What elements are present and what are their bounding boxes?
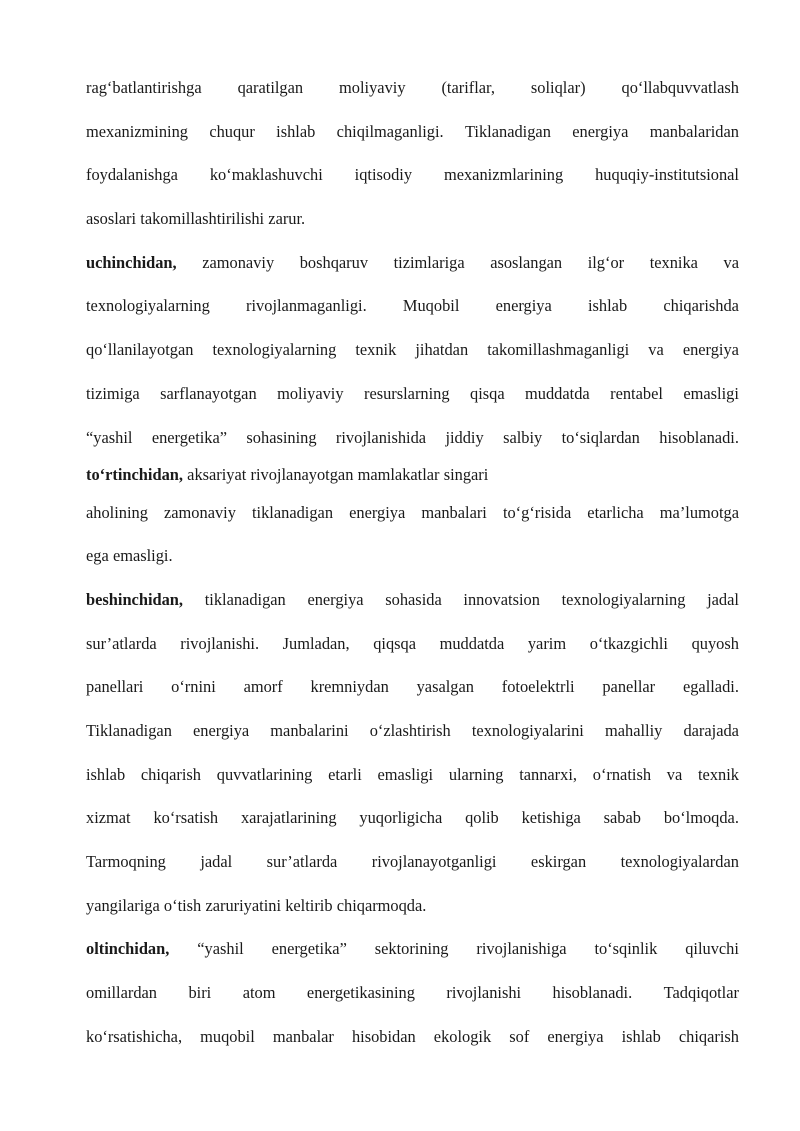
word: etarlicha <box>587 502 644 522</box>
word: zarur. <box>268 209 306 229</box>
section-label: beshinchidan, <box>86 589 184 609</box>
text-line <box>86 799 739 843</box>
word: manbalaridan <box>649 121 739 141</box>
word: manbalarini <box>270 720 349 740</box>
text-line <box>86 200 739 244</box>
word: soliqlar) <box>530 78 586 97</box>
word: ma’lumotga <box>659 502 739 522</box>
word: chiqarishda <box>663 296 739 316</box>
text-line <box>86 843 739 887</box>
text-line <box>86 974 739 1018</box>
text-line <box>86 156 739 200</box>
word: qisqa <box>470 383 505 403</box>
word: to‘g‘risida <box>502 502 572 522</box>
word: sur’atlarda <box>266 852 338 871</box>
word: singari <box>443 465 489 484</box>
word: texnologiyalarning <box>86 296 210 316</box>
word: rivojlanishi <box>446 983 522 1003</box>
word: o‘tish <box>163 895 202 915</box>
word: Muqobil <box>402 296 460 316</box>
word: va <box>723 252 739 272</box>
word: rag‘batlantirishga <box>86 78 202 97</box>
word: va <box>666 764 683 784</box>
word: zaruriyatini <box>205 895 281 915</box>
word: resurslarning <box>363 383 450 403</box>
word: panellar <box>602 677 656 697</box>
text-line <box>86 287 739 331</box>
word: amorf <box>243 677 283 697</box>
word: ularning <box>448 764 504 784</box>
word: emasligi <box>683 383 739 403</box>
word: manbalar <box>272 1026 334 1046</box>
word: to‘siqlardan <box>561 427 640 447</box>
word: o‘rnini <box>171 677 216 697</box>
word: ega <box>86 546 109 566</box>
word: aksariyat <box>187 465 247 484</box>
word: sohasining <box>246 427 317 447</box>
word: iqtisodiy <box>354 165 413 185</box>
word: yasalgan <box>416 677 474 697</box>
word: chiqarish <box>678 1026 739 1046</box>
word: keltirib <box>285 895 333 915</box>
text-line <box>86 244 739 288</box>
word: qo‘llanilayotgan <box>86 340 194 360</box>
text-line <box>86 1018 739 1062</box>
word: hisoblanadi. <box>552 983 633 1003</box>
word: omillardan <box>86 983 158 1003</box>
word: jiddiy <box>445 427 484 447</box>
word: Tiklanadigan <box>86 720 172 740</box>
word: rivojlanishiga <box>476 939 567 959</box>
word: rivojlanayotganligi <box>371 852 497 871</box>
word: ketishiga <box>521 808 581 828</box>
word: biri <box>188 983 212 1003</box>
word: Tadqiqotlar <box>663 983 739 1003</box>
word: qolib <box>465 808 499 828</box>
word: chiqarmoqda. <box>336 895 427 915</box>
word: o‘rnatish <box>592 764 652 784</box>
word: innovatsion <box>463 589 540 609</box>
word: jihatdan <box>415 340 469 360</box>
word: mamlakatlar <box>357 465 440 484</box>
word: ko‘rsatish <box>153 808 219 828</box>
word: texnologiyalardan <box>620 852 739 871</box>
word: zamonaviy <box>202 252 275 272</box>
word: sarflanayotgan <box>160 383 257 403</box>
word: Tarmoqning <box>86 852 166 871</box>
word: yangilariga <box>86 895 160 915</box>
word: huquqiy-institutsional <box>595 165 739 185</box>
word: ilg‘or <box>587 252 625 272</box>
text-line <box>86 494 739 538</box>
word: bo‘lmoqda. <box>663 808 739 828</box>
word: qiqsqa <box>373 633 416 653</box>
word: darajada <box>683 720 739 740</box>
word: ishlab <box>621 1026 661 1046</box>
word: to‘sqinlik <box>594 939 658 959</box>
word: tizimlariga <box>393 252 465 272</box>
word: “yashil <box>197 939 244 959</box>
text-line <box>86 756 739 800</box>
word: yuqorligicha <box>359 808 443 828</box>
word: rivojlanishida <box>335 427 427 447</box>
section-label: uchinchidan, <box>86 252 177 272</box>
word: texnik <box>698 764 739 784</box>
word: energiya <box>572 121 629 141</box>
word: va <box>648 340 664 360</box>
word: takomillashmaganligi <box>487 340 630 360</box>
word: rentabel <box>610 383 663 403</box>
word: energetika” <box>271 939 347 959</box>
text-line <box>86 625 739 669</box>
word: texnologiyalarini <box>471 720 584 740</box>
word: jadal <box>707 589 739 609</box>
word: asoslangan <box>490 252 563 272</box>
word: qo‘llabquvvatlash <box>621 78 739 97</box>
word: energiya <box>547 1026 604 1046</box>
word: asoslari <box>86 209 137 229</box>
word: sektorining <box>374 939 449 959</box>
word: texnik <box>355 340 397 360</box>
word: eskirgan <box>530 852 587 871</box>
word: mexanizmlarining <box>443 165 564 185</box>
word: takomillashtirilishi <box>140 209 265 229</box>
word: rivojlanmaganligi. <box>246 296 367 316</box>
text-line <box>86 930 739 974</box>
word: hisobidan <box>351 1026 416 1046</box>
document-page <box>86 69 739 1061</box>
word: jadal <box>200 852 233 871</box>
word: energiya <box>495 296 552 316</box>
word: aholining <box>86 502 148 522</box>
word: ko‘maklashuvchi <box>209 165 323 185</box>
word: texnologiyalarning <box>561 589 686 609</box>
word: energetikasining <box>306 983 415 1003</box>
word: energiya <box>193 720 250 740</box>
text-line <box>86 375 739 419</box>
word: chiqarish <box>140 764 201 784</box>
word: qiluvchi <box>685 939 739 959</box>
word: quvvatlarining <box>216 764 313 784</box>
word: egalladi. <box>682 677 739 697</box>
word: salbiy <box>503 427 543 447</box>
text-line <box>86 456 739 494</box>
word: moliyaviy <box>277 383 344 403</box>
word: ekologik <box>433 1026 492 1046</box>
word: qaratilgan <box>237 78 304 97</box>
word: Jumladan, <box>282 633 350 653</box>
word: tannarxi, <box>519 764 577 784</box>
word: muddatda <box>525 383 590 403</box>
word: Tiklanadigan <box>465 121 551 141</box>
section-label: oltinchidan, <box>86 939 170 959</box>
word: ishlab <box>86 764 126 784</box>
word: ko‘rsatishicha, <box>86 1026 183 1046</box>
word: sof <box>509 1026 530 1046</box>
text-line <box>86 581 739 625</box>
word: hisoblanadi. <box>659 427 739 447</box>
word: rivojlanishi. <box>180 633 260 653</box>
word: mahalliy <box>604 720 663 740</box>
word: xizmat <box>86 808 131 828</box>
word: texnika <box>649 252 698 272</box>
word: atom <box>242 983 276 1003</box>
word: kremniydan <box>310 677 389 697</box>
word: zamonaviy <box>164 502 236 522</box>
text-line <box>86 887 739 931</box>
word: tizimiga <box>86 383 140 403</box>
word: rivojlanayotgan <box>250 465 354 484</box>
word: mexanizmining <box>86 121 188 141</box>
text-line <box>86 113 739 157</box>
word: manbalari <box>421 502 487 522</box>
word: o‘tkazgichli <box>589 633 668 653</box>
word: muqobil <box>200 1026 255 1046</box>
word: “yashil <box>86 427 133 447</box>
word: tiklanadigan <box>204 589 286 609</box>
text-line <box>86 331 739 375</box>
word: moliyaviy <box>339 78 406 97</box>
word: energiya <box>682 340 739 360</box>
text-line <box>86 712 739 756</box>
word: sohasida <box>385 589 442 609</box>
word: emasligi. <box>112 546 173 566</box>
text-line <box>86 537 739 581</box>
word: texnologiyalarning <box>212 340 337 360</box>
text-line <box>86 419 739 457</box>
word: fotoelektrli <box>501 677 575 697</box>
word: emasligi <box>377 764 434 784</box>
word: foydalanishga <box>86 165 178 185</box>
word: energiya <box>349 502 406 522</box>
section-label: to‘rtinchidan, <box>86 465 183 484</box>
text-line <box>86 668 739 712</box>
word: etarli <box>328 764 362 784</box>
word: boshqaruv <box>299 252 369 272</box>
word: chuqur <box>209 121 255 141</box>
word: energetika” <box>151 427 228 447</box>
word: ishlab <box>276 121 316 141</box>
word: tiklanadigan <box>252 502 334 522</box>
word: quyosh <box>691 633 739 653</box>
word: o‘zlashtirish <box>369 720 451 740</box>
word: xarajatlarining <box>240 808 337 828</box>
word: sur’atlarda <box>86 633 157 653</box>
text-line <box>86 69 739 113</box>
word: energiya <box>307 589 364 609</box>
word: (tariflar, <box>441 78 495 97</box>
word: muddatda <box>439 633 505 653</box>
word: panellari <box>86 677 144 697</box>
word: ishlab <box>587 296 628 316</box>
word: chiqilmaganligi. <box>336 121 444 141</box>
word: yarim <box>527 633 567 653</box>
word: sabab <box>603 808 641 828</box>
